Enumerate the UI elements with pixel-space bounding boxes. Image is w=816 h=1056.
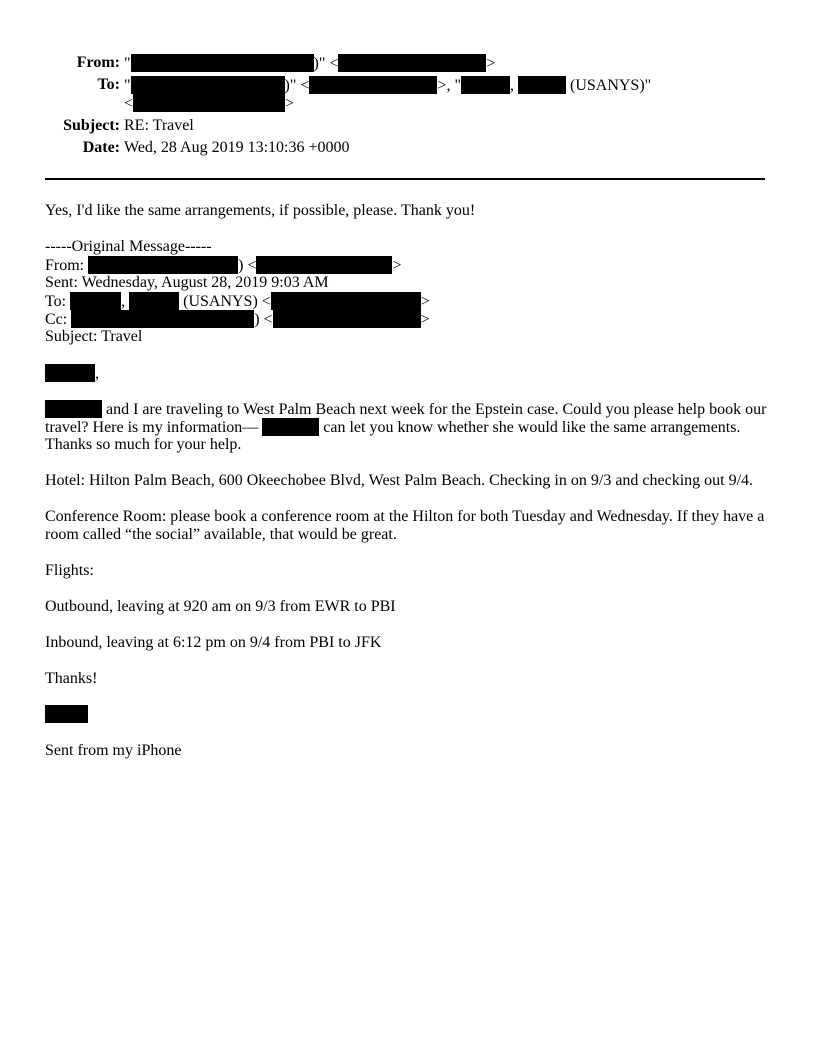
redaction-box	[133, 94, 285, 112]
salutation: ,	[45, 364, 99, 383]
redaction-box	[45, 364, 95, 382]
redaction-box	[273, 310, 421, 328]
outbound-line: Outbound, leaving at 920 am on 9/3 from EWR to PBI	[45, 598, 396, 615]
sent-from-line: Sent from my iPhone	[45, 742, 182, 759]
original-from-line: From: ) < >	[45, 257, 402, 274]
redaction-box	[131, 54, 314, 72]
para1-line3: Thanks so much for your help.	[45, 436, 242, 453]
subject-value: RE: Travel	[124, 117, 194, 134]
conference-line2: room called “the social” available, that would be great.	[45, 526, 397, 543]
redaction-box	[256, 256, 392, 274]
original-message-separator: -----Original Message-----	[45, 238, 212, 255]
to-usanys: (USANYS)"	[569, 77, 652, 94]
redaction-box	[129, 292, 179, 310]
to-value: " )" < >, " , (USANYS)"	[124, 77, 652, 94]
from-value: " )" < >	[124, 55, 496, 72]
redaction-box	[131, 76, 285, 94]
redaction-box	[70, 292, 121, 310]
date-value: Wed, 28 Aug 2019 13:10:36 +0000	[124, 139, 350, 156]
redaction-box	[71, 310, 254, 328]
to-label: To:	[97, 76, 120, 93]
redaction-box	[338, 54, 486, 72]
header-divider	[45, 178, 765, 180]
para1-line1: and I are traveling to West Palm Beach next week for the Epstein case. Could you please help book our	[45, 400, 766, 419]
redaction-box	[262, 418, 319, 436]
date-label: Date:	[82, 139, 120, 156]
thanks-line: Thanks!	[45, 670, 98, 687]
original-sent-line: Sent: Wednesday, August 28, 2019 9:03 AM	[45, 274, 329, 291]
redaction-box	[88, 256, 238, 274]
redaction-box	[271, 292, 421, 310]
conference-line1: Conference Room: please book a conference room at the Hilton for both Tuesday and Wednesday. If they have a	[45, 508, 765, 525]
redaction-box	[518, 76, 566, 94]
reply-text: Yes, I'd like the same arrangements, if possible, please. Thank you!	[45, 202, 476, 219]
original-cc-line: Cc: ) < >	[45, 311, 430, 328]
redaction-box	[309, 76, 437, 94]
flights-heading: Flights:	[45, 562, 94, 579]
original-to-line: To: , (USANYS) < >	[45, 293, 430, 310]
subject-label: Subject:	[63, 117, 120, 134]
header-to-row-2: < >	[124, 95, 295, 112]
redaction-box	[45, 705, 88, 723]
hotel-line: Hotel: Hilton Palm Beach, 600 Okeechobee Blvd, West Palm Beach. Checking in on 9/3 and checking out 9/4.	[45, 472, 754, 489]
para1-line2: travel? Here is my information— can let you know whether she would like the same arrangements.	[45, 419, 741, 436]
redaction-box	[45, 400, 102, 418]
inbound-line: Inbound, leaving at 6:12 pm on 9/4 from PBI to JFK	[45, 634, 382, 651]
from-label: From:	[76, 54, 120, 71]
redaction-box	[461, 76, 510, 94]
signature-name-redacted	[45, 705, 88, 724]
original-subject-line: Subject: Travel	[45, 328, 143, 345]
